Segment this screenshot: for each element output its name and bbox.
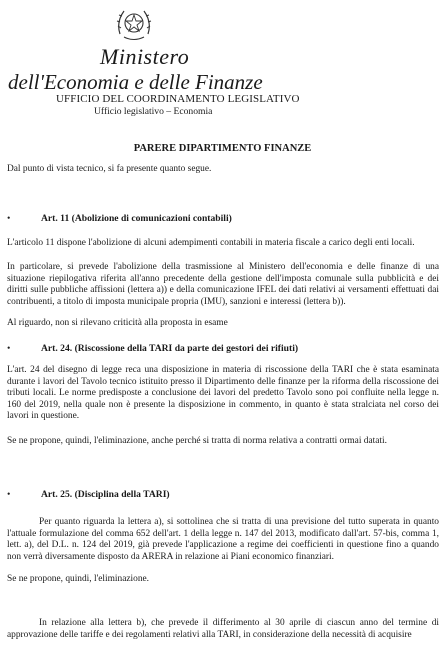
section-heading-art24 [7,343,298,354]
paragraph-art11-3: Al riguardo, non si rilevano criticità alla proposta in esame [7,318,228,328]
section-heading-art11 [7,213,232,224]
ministry-name-line1: Ministero [100,44,190,69]
italian-republic-emblem-icon [114,4,154,44]
paragraph-art11-1: L'articolo 11 dispone l'abolizione di alcuni adempimenti contabili in materia fiscale a carico degli enti locali. [7,238,415,248]
section-heading-text: Art. 11 (Abolizione di comunicazioni contabili) [41,213,232,224]
bullet-icon: • [7,213,11,224]
office-name: UFFICIO DEL COORDINAMENTO LEGISLATIVO [56,93,300,105]
paragraph-art24-2: Se ne propone, quindi, l'eliminazione, anche perché si tratta di norma relativa a contratti ormai datati. [7,436,387,446]
section-heading-text: Art. 24. (Riscossione della TARI da parte dei gestori dei rifiuti) [41,343,299,354]
paragraph-art24-1: L'art. 24 del disegno di legge reca una disposizione in materia di riscossione della TARI che è stata esaminata durante i lavori del Tavolo tecnico istituito presso il Dipartimento delle finanze per la riforma della riscossione dei tributi locali. Le norme predisposte a conclusione dei lavori del predetto Tavolo sono poi confluite nella legge n. 160 del 2019, nella quale non è presente la disposizione in commento, in quanto è stata stralciata nel corso dei lavori in questione. [7,365,439,422]
bullet-icon: • [7,489,11,500]
page-title: PARERE DIPARTIMENTO FINANZE [133,143,312,154]
paragraph-art25-1: Per quanto riguarda la lettera a), si sottolinea che si tratta di una previsione del tutto superata in quanto l'attuale formulazione del comma 652 dell'art. 1 della legge n. 147 del 2013, modificato dall'art. 57-bis, comma 1, lett. a), del D.L. n. 124 del 2019, già prevede l'applicazione a regime dei coefficienti in questione fino a quando non verrà diversamente disposto da ARERA in relazione ai Piani economico finanziari. [7,517,439,562]
paragraph-art11-2: In particolare, si prevede l'abolizione della trasmissione al Ministero dell'economia e delle finanze di una situazione riepilogativa riferita all'anno precedente della gestione dell'imposta comunale sulla pubblicità e dei diritti sulle pubbliche affissioni (lettera a)) e della comunicazione IFEL dei dati relativi ai versamenti effettuati dai contribuenti, a titolo di imposta municipale propria (IMU), sanzioni e interessi (lettera b)). [7,262,439,307]
paragraph-art25-2: Se ne propone, quindi, l'eliminazione. [7,574,150,584]
intro-paragraph: Dal punto di vista tecnico, si fa presente quanto segue. [7,164,212,174]
ministry-name-line2: dell'Economia e delle Finanze [8,70,263,94]
suboffice-name: Ufficio legislativo – Economia [94,106,213,117]
section-heading-art25 [7,489,170,500]
paragraph-art25-3: In relazione alla lettera b), che prevede il differimento al 30 aprile di ciascun anno del termine di approvazione delle tariffe e dei regolamenti relativi alla TARI, in considerazione della necessità di acquisire [7,618,439,640]
section-heading-text: Art. 25. (Disciplina della TARI) [41,489,170,500]
bullet-icon: • [7,343,11,354]
